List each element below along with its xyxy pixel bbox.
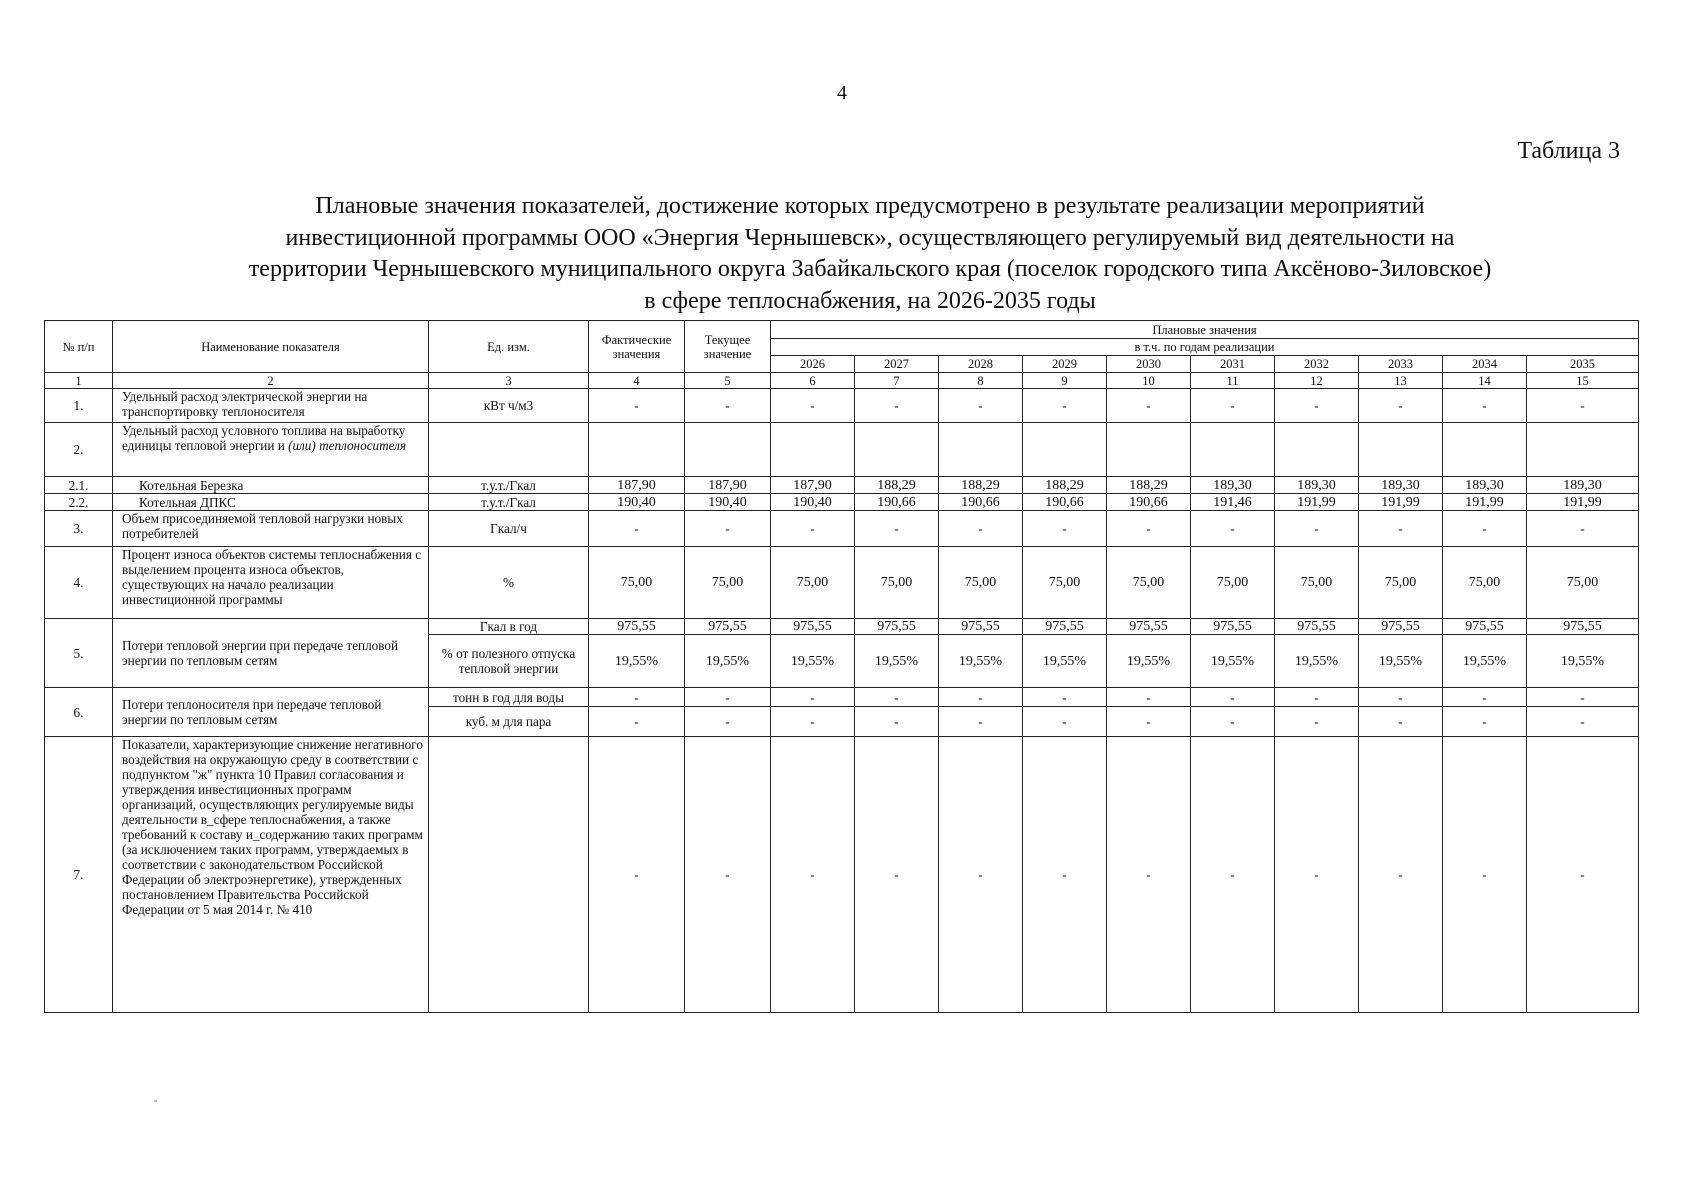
value-cell: - (589, 511, 685, 547)
indicator-name: Потери тепловой энергии при передаче тепловой энергии по тепловым сетям (113, 619, 429, 688)
col-number: 7 (855, 373, 939, 389)
value-cell: - (1527, 511, 1639, 547)
value-cell: 975,55 (855, 619, 939, 635)
year-cell: 2032 (1275, 356, 1359, 373)
value-cell: 975,55 (1107, 619, 1191, 635)
value-cell: 19,55% (939, 635, 1023, 688)
value-cell: - (1023, 707, 1107, 737)
value-cell: 75,00 (1107, 547, 1191, 619)
year-cell: 2027 (855, 356, 939, 373)
title-line: Плановые значения показателей, достижение которых предусмотрено в результате реализации мероприятий (315, 193, 1425, 219)
value-cell: 190,66 (1023, 494, 1107, 511)
value-cell: - (1275, 688, 1359, 707)
value-cell: - (1191, 511, 1275, 547)
value-cell: - (1275, 511, 1359, 547)
value-cell: - (939, 737, 1023, 1013)
value-cell: - (1359, 511, 1443, 547)
value-cell: 188,29 (855, 477, 939, 494)
value-cell: 190,66 (939, 494, 1023, 511)
value-cell: 187,90 (685, 477, 771, 494)
value-cell: 75,00 (1275, 547, 1359, 619)
value-cell: - (1443, 707, 1527, 737)
value-cell: - (1443, 688, 1527, 707)
value-cell: - (771, 688, 855, 707)
column-number-row (45, 373, 1639, 389)
value-cell: 19,55% (589, 635, 685, 688)
row-number: 2. (45, 423, 113, 477)
unit-cell: кВт ч/м3 (429, 389, 589, 423)
value-cell: - (855, 389, 939, 423)
title-line: инвестиционной программы ООО «Энергия Чернышевск», осуществляющего регулируемый вид деятельности на (285, 224, 1455, 251)
row-number: 5. (45, 619, 113, 688)
indicator-name-italic: (или) теплоносителя (288, 438, 407, 453)
indicator-name: Объем присоединяемой тепловой нагрузки новых потребителей (113, 511, 429, 547)
value-cell: 75,00 (939, 547, 1023, 619)
value-cell: - (1359, 737, 1443, 1013)
indicator-name: Котельная Березка (113, 477, 429, 494)
value-cell: - (589, 707, 685, 737)
value-cell: 188,29 (1107, 477, 1191, 494)
row-number: 2.1. (45, 477, 113, 494)
table-row (45, 619, 1639, 635)
unit-cell (429, 737, 589, 1013)
value-cell: - (685, 737, 771, 1013)
value-cell: 975,55 (685, 619, 771, 635)
value-cell: 191,99 (1359, 494, 1443, 511)
value-cell: - (685, 389, 771, 423)
row-number: 4. (45, 547, 113, 619)
row-number: 2.2. (45, 494, 113, 511)
value-cell: 75,00 (1443, 547, 1527, 619)
value-cell: 975,55 (589, 619, 685, 635)
value-cell: - (685, 707, 771, 737)
value-cell: 75,00 (1023, 547, 1107, 619)
col-number: 5 (685, 373, 771, 389)
value-cell: 189,30 (1443, 477, 1527, 494)
value-cell: 19,55% (771, 635, 855, 688)
value-cell: 189,30 (1191, 477, 1275, 494)
value-cell: - (939, 389, 1023, 423)
value-cell: - (1107, 511, 1191, 547)
value-cell: 191,99 (1443, 494, 1527, 511)
value-cell: 190,40 (771, 494, 855, 511)
value-cell: 19,55% (1107, 635, 1191, 688)
value-cell: - (1527, 688, 1639, 707)
row-number: 1. (45, 389, 113, 423)
value-cell: 191,99 (1527, 494, 1639, 511)
value-cell: - (1191, 389, 1275, 423)
col-number: 3 (429, 373, 589, 389)
unit-cell: т.у.т./Гкал (429, 477, 589, 494)
year-cell: 2026 (771, 356, 855, 373)
value-cell: 188,29 (939, 477, 1023, 494)
col-number: 12 (1275, 373, 1359, 389)
value-cell: - (1107, 737, 1191, 1013)
value-cell: 975,55 (1023, 619, 1107, 635)
indicator-name: Удельный расход электрической энергии на транспортировку теплоносителя (113, 389, 429, 423)
value-cell: 187,90 (589, 477, 685, 494)
value-cell: - (855, 688, 939, 707)
year-cell: 2034 (1443, 356, 1527, 373)
value-cell: - (1275, 737, 1359, 1013)
col-number: 2 (113, 373, 429, 389)
col-number: 4 (589, 373, 685, 389)
unit-cell: тонн в год для воды (429, 688, 589, 707)
title-line: в сфере теплоснабжения, на 2026-2035 годы (644, 287, 1096, 314)
value-cell: - (939, 511, 1023, 547)
value-cell: - (1023, 389, 1107, 423)
unit-cell: % (429, 547, 589, 619)
table-row (45, 737, 1639, 1013)
value-cell: 19,55% (1443, 635, 1527, 688)
value-cell: - (1527, 737, 1639, 1013)
value-cell: 190,40 (685, 494, 771, 511)
year-cell: 2033 (1359, 356, 1443, 373)
value-cell: 75,00 (1191, 547, 1275, 619)
table-row (45, 477, 1639, 494)
value-cell: - (771, 389, 855, 423)
col-number: 1 (45, 373, 113, 389)
value-cell: 191,99 (1275, 494, 1359, 511)
header-unit: Ед. изм. (429, 321, 589, 373)
value-cell: 975,55 (1527, 619, 1639, 635)
col-number: 11 (1191, 373, 1275, 389)
value-cell: 189,30 (1527, 477, 1639, 494)
col-number: 10 (1107, 373, 1191, 389)
header-num: № п/п (45, 321, 113, 373)
value-cell: - (1191, 737, 1275, 1013)
col-number: 8 (939, 373, 1023, 389)
value-cell: 75,00 (685, 547, 771, 619)
value-cell: - (1107, 389, 1191, 423)
value-cell: 975,55 (1275, 619, 1359, 635)
indicator-name: Котельная ДПКС (113, 494, 429, 511)
value-cell: - (771, 737, 855, 1013)
value-cell: - (1359, 707, 1443, 737)
value-cell: - (1191, 707, 1275, 737)
unit-cell: Гкал в год (429, 619, 589, 635)
indicator-name: Показатели, характеризующие снижение негативного воздействия на окружающую среду в соответствии с подпунктом "ж" пункта 10 Правил согласования и утверждения инвестиционных программ организаций, осуществляющих регулируемые виды деятельности в_сфере теплоснабжения, а также требований к составу и_содержанию таких программ (за исключением таких программ, утверждаемых в соответствии с законодательством Российской Федерации об электроэнергетике), утвержденных постановлением Правительства Российской Федерации от 5 мая 2014 г. № 410 (113, 737, 429, 1013)
header-name: Наименование показателя (113, 321, 429, 373)
value-cell: 190,40 (589, 494, 685, 511)
value-cell: - (1023, 688, 1107, 707)
table-row (45, 423, 1639, 477)
value-cell: - (1359, 688, 1443, 707)
value-cell: - (1275, 707, 1359, 737)
value-cell: 190,66 (1107, 494, 1191, 511)
value-cell: - (685, 511, 771, 547)
header-actual: Фактические значения (589, 321, 685, 373)
header-current: Текущее значение (685, 321, 771, 373)
value-cell: - (589, 737, 685, 1013)
year-cell: 2029 (1023, 356, 1107, 373)
value-cell: 75,00 (1359, 547, 1443, 619)
col-number: 14 (1443, 373, 1527, 389)
col-number: 15 (1527, 373, 1639, 389)
value-cell: 75,00 (855, 547, 939, 619)
value-cell: 188,29 (1023, 477, 1107, 494)
col-number: 13 (1359, 373, 1443, 389)
col-number: 9 (1023, 373, 1107, 389)
value-cell: - (1359, 389, 1443, 423)
value-cell: 75,00 (1527, 547, 1639, 619)
indicators-table (44, 320, 1639, 1013)
value-cell: 975,55 (1443, 619, 1527, 635)
value-cell: 975,55 (771, 619, 855, 635)
year-cell: 2030 (1107, 356, 1191, 373)
value-cell: 19,55% (1191, 635, 1275, 688)
unit-cell: куб. м для пара (429, 707, 589, 737)
page-number: 4 (837, 82, 847, 104)
indicator-name: Процент износа объектов системы теплоснабжения с выделением процента износа объектов, существующих на начало реализации инвестиционной программы (113, 547, 429, 619)
value-cell: 19,55% (855, 635, 939, 688)
value-cell: - (1443, 737, 1527, 1013)
title-line: территории Чернышевского муниципального округа Забайкальского края (поселок городского типа Аксёново-Зиловское) (248, 256, 1492, 282)
col-number: 6 (771, 373, 855, 389)
value-cell: 975,55 (939, 619, 1023, 635)
unit-cell: Гкал/ч (429, 511, 589, 547)
value-cell: - (771, 707, 855, 737)
scan-speck (154, 1100, 157, 1102)
value-cell: 189,30 (1275, 477, 1359, 494)
table-row (45, 389, 1639, 423)
value-cell: 187,90 (771, 477, 855, 494)
value-cell: - (1443, 511, 1527, 547)
row-number: 3. (45, 511, 113, 547)
value-cell: - (855, 511, 939, 547)
value-cell: - (1275, 389, 1359, 423)
value-cell: - (1023, 737, 1107, 1013)
value-cell: - (1527, 707, 1639, 737)
value-cell: - (939, 707, 1023, 737)
table-label: Таблица 3 (1517, 138, 1620, 164)
header-planned: Плановые значения (771, 321, 1639, 339)
value-cell: - (939, 688, 1023, 707)
value-cell: 75,00 (771, 547, 855, 619)
table-row (45, 688, 1639, 707)
value-cell: - (1443, 389, 1527, 423)
value-cell: 189,30 (1359, 477, 1443, 494)
year-cell: 2031 (1191, 356, 1275, 373)
value-cell: 975,55 (1191, 619, 1275, 635)
value-cell: - (1107, 707, 1191, 737)
value-cell: - (855, 737, 939, 1013)
value-cell: 975,55 (1359, 619, 1443, 635)
value-cell: - (685, 688, 771, 707)
value-cell: 19,55% (1023, 635, 1107, 688)
value-cell: - (589, 688, 685, 707)
indicator-name-text: Удельный расход условного топлива на выработку единицы тепловой энергии и (122, 423, 406, 453)
value-cell: 19,55% (1527, 635, 1639, 688)
value-cell: - (589, 389, 685, 423)
header-by-years: в т.ч. по годам реализации (771, 339, 1639, 356)
value-cell: - (1107, 688, 1191, 707)
table-row (45, 547, 1639, 619)
value-cell: - (1023, 511, 1107, 547)
value-cell: - (771, 511, 855, 547)
value-cell: - (1527, 389, 1639, 423)
value-cell: - (855, 707, 939, 737)
document-title (110, 191, 1630, 317)
table-row (45, 511, 1639, 547)
value-cell: 190,66 (855, 494, 939, 511)
unit-cell: т.у.т./Гкал (429, 494, 589, 511)
value-cell: 19,55% (1359, 635, 1443, 688)
value-cell: 75,00 (589, 547, 685, 619)
year-cell: 2028 (939, 356, 1023, 373)
unit-cell: % от полезного отпуска тепловой энергии (429, 635, 589, 688)
value-cell: 191,46 (1191, 494, 1275, 511)
value-cell: 19,55% (1275, 635, 1359, 688)
indicator-name: Потери теплоносителя при передаче тепловой энергии по тепловым сетям (113, 688, 429, 737)
indicator-name (113, 423, 429, 477)
value-cell: - (1191, 688, 1275, 707)
year-cell: 2035 (1527, 356, 1639, 373)
row-number: 7. (45, 737, 113, 1013)
table-row (45, 494, 1639, 511)
row-number: 6. (45, 688, 113, 737)
value-cell: 19,55% (685, 635, 771, 688)
